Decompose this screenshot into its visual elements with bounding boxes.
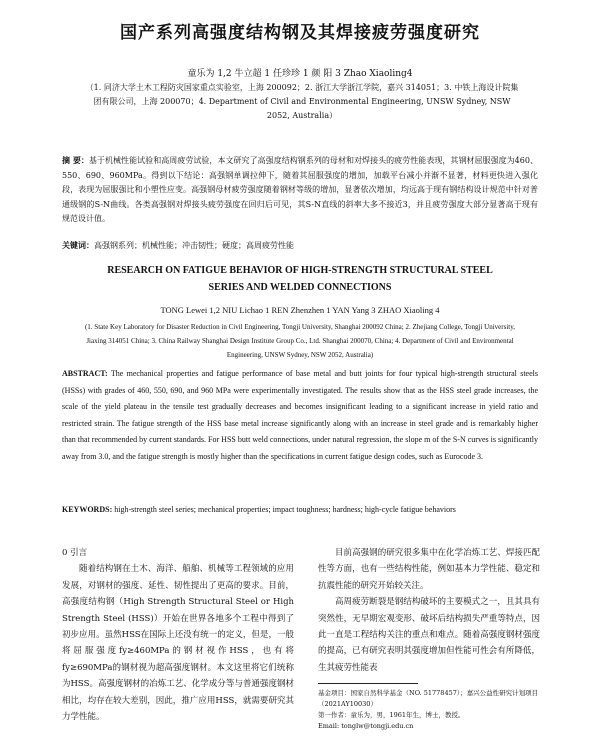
footnote-funding: 基金项目：国家自然科学基金（NO. 51778457）；嘉兴公益性研究计划项目（2021AY10030） xyxy=(318,689,539,708)
affiliation-chinese: （1. 同济大学土木工程防灾国家重点实验室，上海 200092；2. 浙江大学浙江学院，嘉兴 314051；3. 中铁上海设计院集团有限公司，上海 200070；4. Department of Civil and Environmental Engineering, UNSW Sydney, NSW 2052, Australia） xyxy=(85,83,519,120)
footnote xyxy=(318,688,542,732)
abstract-chinese xyxy=(62,153,538,227)
paper-title-chinese: 国产系列高强度结构钢及其焊接疲劳强度研究 xyxy=(120,23,480,43)
abstract-english xyxy=(62,366,538,465)
footnote-divider xyxy=(318,683,418,684)
keywords-text-chinese: 高强钢系列；机械性能；冲击韧性；硬度；高周疲劳性能 xyxy=(94,241,294,250)
keywords-label-english: KEYWORDS: xyxy=(62,505,113,514)
abstract-text-english: The mechanical properties and fatigue performance of base metal and butt joints for four typical high-strength structural steels (HSSs) with grades of 460, 550, 690, and 960 MPa were experimentally investigated. The results show that as the HSS steel grade increases, the scale of the yield plateau in the tensile test gradually decreases and becomes insignificant leading to a significant increase in yield ratio and restricted strain. The fatigue strength of the HSS base metal increase significantly along with an increase in steel grade and is remarkably higher than that recommended by current standards. For HSS butt weld connections, under natural regression, the slope m of the S-N curves is significantly away from 3.0, and the fatigue strength is mostly higher than the specifications in current fatigue design codes, such as Eurocode 3. xyxy=(62,369,538,461)
footnote-email: Email: tonglw@tongji.edu.cn xyxy=(318,722,414,730)
keywords-label-chinese: 关键词： xyxy=(62,240,94,250)
abstract-label-chinese: 摘 要： xyxy=(62,155,89,165)
body-right-column xyxy=(318,545,540,676)
author-list-chinese: 童乐为 1,2 牛立超 1 任珍珍 1 颜 阳 3 Zhao Xiaoling4 xyxy=(187,69,413,79)
body-paragraph: 目前高强钢的研究很多集中在化学冶炼工艺、焊接匹配性等方面，也有一些结构性能，例如基本力学性能、稳定和抗震性能的研究开始较关注。 xyxy=(318,548,540,591)
keywords-text-english: high-strength steel series; mechanical properties; impact toughness; hardness; high-cycle fatigue behaviors xyxy=(114,505,456,514)
paper-title-english: RESEARCH ON FATIGUE BEHAVIOR OF HIGH-STRENGTH STRUCTURAL STEEL SERIES AND WELDED CONNECTIONS xyxy=(107,265,493,293)
affiliation-english: (1. State Key Laboratory for Disaster Reduction in Civil Engineering, Tongji University, Shanghai 200092 China; 2. Zhejiang College, Tongji University, Jiaxing 314051 China; 3. China Railway Shanghai Design Institute Group Co., Ltd. Shanghai 200070, China; 4. Department of Civil and Environmental Engineering, UNSW Sydney, NSW 2052, Australia) xyxy=(84,323,516,359)
keywords-chinese xyxy=(62,238,538,253)
abstract-label-english: ABSTRACT: xyxy=(62,369,108,378)
body-paragraph: 随着结构钢在土木、海洋、船舶、机械等工程领域的应用发展，对钢材的强度、延性、韧性提出了更高的要求。目前，高强度结构钢（High Strength Structural Steel or High Strength Steel (HSS)）开始在世界各地多个工程中得到了初步应用。虽然HSS在国际上还没有统一的定义，但是，一般将屈服强度fy≥460MPa的钢材视作HSS，也有将fy≥690MPa的钢材视为超高强度钢材。本文这里将它们统称为HSS。高强度钢材的冶炼工艺、化学成分等与普通强度钢材相比，均存在较大差别，因此，推广应用HSS，就需要研究其力学性能。 xyxy=(62,564,294,723)
abstract-text-chinese: 基于机械性能试验和高周疲劳试验，本文研究了高强度结构钢系列的母材和对焊接头的疲劳性能表现，其钢材屈服强度为460、550、690、960MPa。得到以下结论：高强钢单调拉伸下，随着其屈服强度的增加，加载平台减小并渐不显著，材料更快进入强化段，表现为屈服强比和小塑性应变。高强钢母材疲劳强度随着钢材等级的增加，显著依次增加，均远高于现有钢结构设计规范中针对普通级钢的S-N曲线。各类高强钢对焊接头疲劳强度在回归后可见，其S-N直线的斜率大多不接近3，并且疲劳强度大部分显著高于现有规范设计值。 xyxy=(62,156,538,223)
body-left-column xyxy=(62,545,294,725)
keywords-english xyxy=(62,502,538,518)
body-paragraph: 高周疲劳断裂是钢结构破坏的主要模式之一，且其具有突然性，无早期宏观变形、破坏后结构损失严重等特点，因此一直是工程结构关注的重点和难点。随着高强度钢材强度的提高，已有研究表明其强度增加但性能可性会有所降低，生其疲劳性能表 xyxy=(318,597,540,673)
section-heading-introduction: 0 引言 xyxy=(62,548,88,558)
footnote-author: 第一作者：童乐为，男，1961年生，博士，教授。 xyxy=(318,711,465,719)
author-list-english: TONG Lewei 1,2 NIU Lichao 1 REN Zhenzhen 1 YAN Yang 3 ZHAO Xiaoling 4 xyxy=(160,305,440,315)
